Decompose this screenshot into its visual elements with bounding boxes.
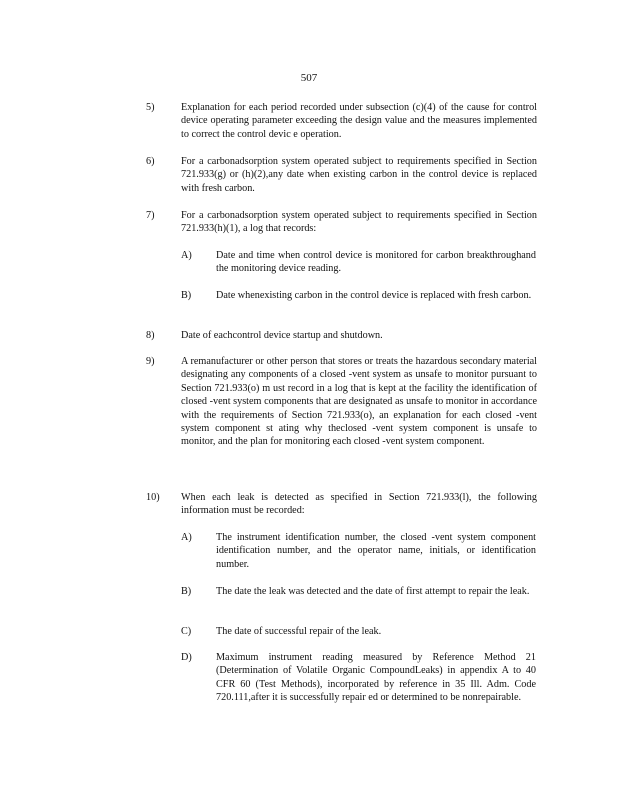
- item-number: 6): [146, 156, 155, 167]
- item-text: The date of successful repair of the leak.: [216, 626, 382, 637]
- page-number: 507: [300, 72, 318, 84]
- item-number: 9): [146, 356, 155, 367]
- item-text: When each leak is detected as specified in Section 721.933(l), the following information must be recorded:: [181, 492, 537, 517]
- item-text: A remanufacturer or other person that stores or treats the hazardous secondary material designating any components of a closed -vent system as unsafe to monitor pursuant to Section 721.933(o) m ust record in a log that is kept at the facility the identification of closed -vent system components that are designated as unsafe to monitor in accordance with the requirements of Section 721.933(o), an explanation for each closed -vent system component st ating why theclosed -vent system component is unsafe to monitor, and the plan for monitoring each closed -vent system component.: [181, 356, 537, 448]
- item-text: Explanation for each period recorded under subsection (c)(4) of the cause for control device operating parameter exceeding the design value and the measures implemented to correct the control devic e operation.: [181, 102, 537, 140]
- item-number: C): [181, 626, 192, 637]
- item-number: 7): [146, 210, 155, 221]
- item-text: The date the leak was detected and the date of first attempt to repair the leak.: [216, 586, 530, 597]
- item-number: 5): [146, 102, 155, 113]
- item-text: Date of eachcontrol device startup and shutdown.: [181, 330, 383, 341]
- item-number: B): [181, 586, 192, 597]
- item-text: Maximum instrument reading measured by Reference Method 21 (Determination of Volatile Organic CompoundLeaks) in appendix A to 40 CFR 60 (Test Methods), incorporated by reference in 35 Ill. Adm. Code 720.111,after it is successfully repair ed or determined to be nonrepairable.: [216, 652, 536, 704]
- item-text: For a carbonadsorption system operated subject to requirements specified in Section 721.933(g) or (h)(2),any date when existing carbon in the control device is replaced with fresh carbon.: [181, 156, 537, 194]
- item-text: Date whenexisting carbon in the control device is replaced with fresh carbon.: [216, 290, 532, 301]
- item-number: 10): [146, 492, 160, 503]
- item-number: A): [181, 532, 192, 543]
- item-text: The instrument identification number, the closed -vent system component identification number, and the operator name, initials, or identification number.: [216, 532, 536, 570]
- item-text: Date and time when control device is monitored for carbon breakthroughand the monitoring device reading.: [216, 250, 536, 275]
- item-number: D): [181, 652, 192, 663]
- item-number: B): [181, 290, 192, 301]
- item-number: A): [181, 250, 192, 261]
- item-text: For a carbonadsorption system operated subject to requirements specified in Section 721.933(h)(1), a log that records:: [181, 210, 537, 235]
- item-number: 8): [146, 330, 155, 341]
